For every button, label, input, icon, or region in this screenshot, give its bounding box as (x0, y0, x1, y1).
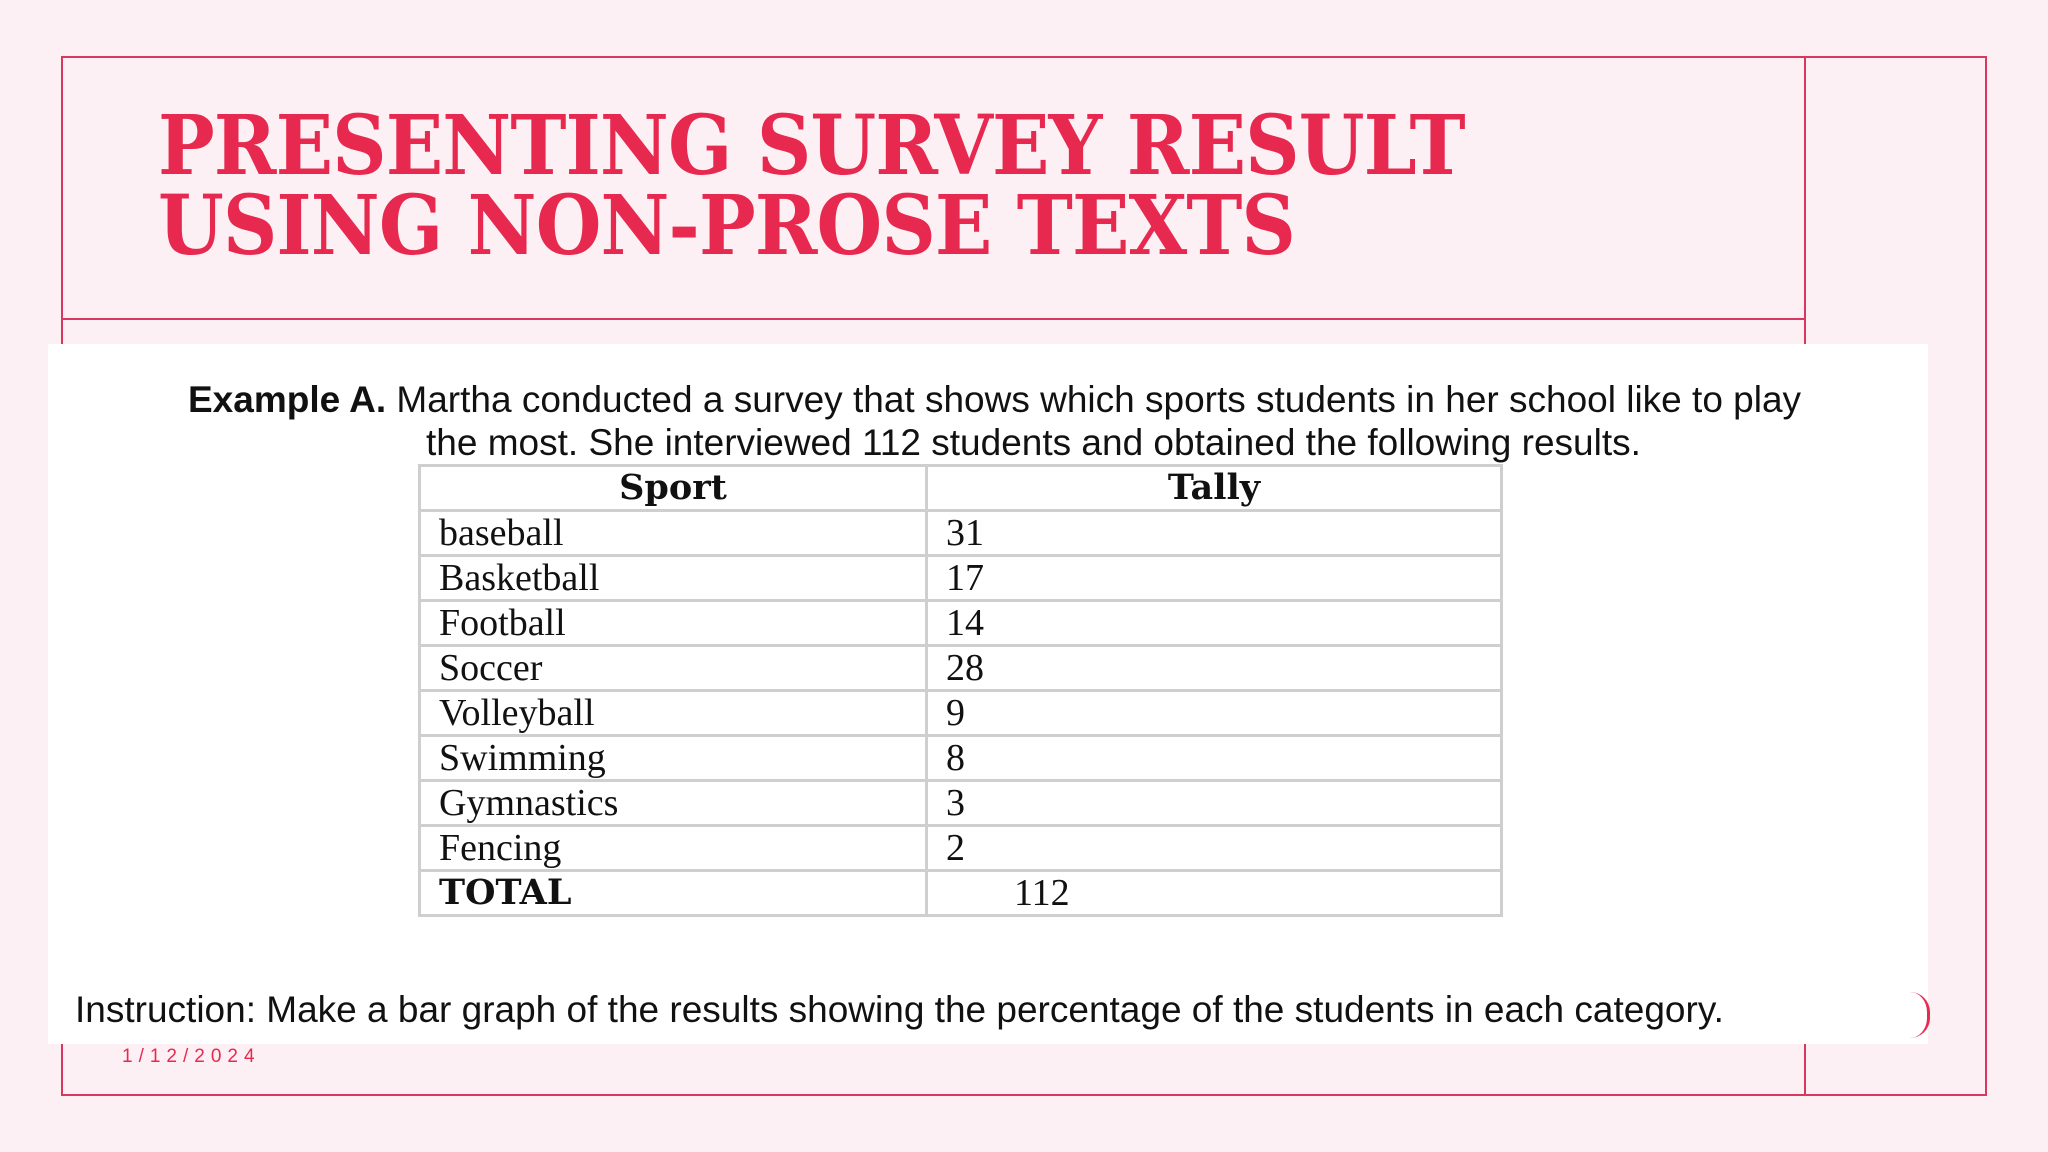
table-row (420, 601, 1502, 646)
example-content-panel (48, 344, 1928, 1044)
table-row (420, 736, 1502, 781)
sport-cell: Fencing (420, 826, 927, 871)
slide-date: 1/12/2024 (122, 1046, 261, 1067)
header-sport: Sport (420, 466, 927, 511)
tally-cell: 31 (927, 511, 1502, 556)
total-value: 112 (927, 871, 1502, 916)
example-label: Example A. (188, 379, 387, 420)
tally-cell: 17 (927, 556, 1502, 601)
slide-title (158, 98, 1465, 274)
sport-cell: Volleyball (420, 691, 927, 736)
tally-cell: 14 (927, 601, 1502, 646)
table-row (420, 511, 1502, 556)
table-header-row (420, 466, 1502, 511)
tally-cell: 8 (927, 736, 1502, 781)
example-text-line-1: Martha conducted a survey that shows which sports students in her school like to play (396, 379, 1802, 420)
table-row (420, 781, 1502, 826)
survey-tally-table (418, 464, 1503, 917)
table-row (420, 646, 1502, 691)
slide-title-line-1: PRESENTING SURVEY RESULT (158, 98, 1465, 194)
table-row (420, 691, 1502, 736)
frame-divider-horizontal (61, 318, 1806, 320)
instruction-text: Instruction: Make a bar graph of the results showing the percentage of the students in each category. (75, 989, 1724, 1030)
table-total-row (420, 871, 1502, 916)
sport-cell: Swimming (420, 736, 927, 781)
table-row (420, 826, 1502, 871)
sport-cell: Gymnastics (420, 781, 927, 826)
sport-cell: Basketball (420, 556, 927, 601)
tally-cell: 2 (927, 826, 1502, 871)
total-label: TOTAL (420, 871, 927, 916)
tally-cell: 28 (927, 646, 1502, 691)
example-intro (188, 378, 1928, 464)
sport-cell: Soccer (420, 646, 927, 691)
example-text-line-2: the most. She interviewed 112 students and obtained the following results. (426, 422, 1641, 463)
sport-cell: Football (420, 601, 927, 646)
header-tally: Tally (927, 466, 1502, 511)
tally-cell: 9 (927, 691, 1502, 736)
sport-cell: baseball (420, 511, 927, 556)
slide-title-line-2: USING NON-PROSE TEXTS (158, 178, 1296, 274)
table-row (420, 556, 1502, 601)
tally-cell: 3 (927, 781, 1502, 826)
